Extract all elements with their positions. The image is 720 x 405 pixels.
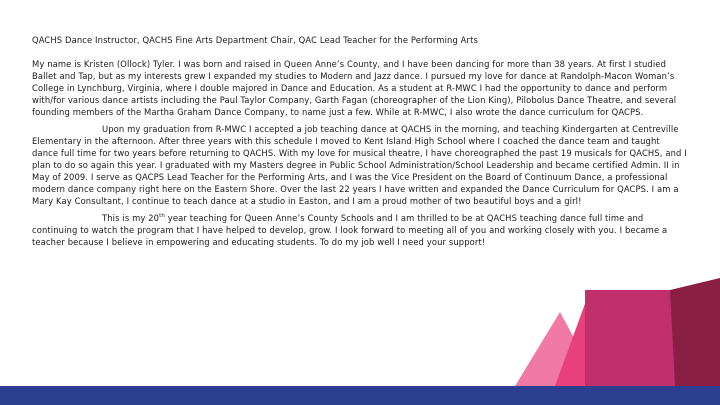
bio-paragraph-1: My name is Kristen (Ollock) Tyler. I was born and raised in Queen Anne’s County, and I have been dancing for more than 38 years. At first I studied Ballet and Tap, but as my interests grew I expanded my studies to Modern and Jazz dance. I pursued my love for dance at Randolph-Macon Woman’s College in Lynchburg, Virginia, where I double majored in Dance and Education. As a student at R-MWC I had the opportunity to dance and perform with/for various dance artists including the Paul Taylor Company, Garth Fagan (choreographer of the Lion King), Pilobolus Dance Theatre, and several founding members of the Martha Graham Dance Company, to name just a few. While at R-MWC, I also wrote the dance curriculum for QACPS. — [32, 59, 677, 117]
para3-start: This is my 20 — [102, 213, 160, 223]
bio-paragraph-2: Upon my graduation from R-MWC I accepted a job teaching dance at QACHS in the morning, and teaching Kindergarten at Centreville Elementary in the afternoon. After three years with this schedule I moved to Kent Island High School where I coached the dance team and taught dance full time for two years before returning to QACHS. With my love for musical theatre, I have choreographed the past 19 musicals for QACHS, and I plan to do so again this year. I graduated with my Masters degree in Public School Administration/School Leadership and became certified Admin. II in May of 2009. I serve as QACPS Lead Teacher for the Performing Arts, and I was the Vice President on the Board of Continuum Dance, a professional modern dance company right here on the Eastern Shore. Over the last 22 years I have written and expanded the Dance Curriculum for QACPS. I am a Mary Kay Consultant, I continue to teach dance at a studio in Easton, and I am a proud mother of two beautiful boys and a girl! — [32, 124, 687, 206]
ordinal-suffix: th — [159, 213, 166, 220]
bio-paragraph-3 — [32, 212, 687, 248]
bottom-bar — [0, 386, 720, 405]
magenta-panel — [585, 290, 685, 386]
dark-panel — [670, 278, 720, 386]
document-heading: QACHS Dance Instructor, QACHS Fine Arts Department Chair, QAC Lead Teacher for the Performing Arts — [32, 35, 478, 45]
para3-rest: year teaching for Queen Anne’s County Schools and I am thrilled to be at QACHS teaching dance full time and continuing to watch the program that I have helped to develop, grow. I look forward to meeting all of you and working closely with you. I became a teacher because I believe in empowering and educating students. To do my job well I need your support! — [32, 213, 668, 247]
bio-text-block — [32, 34, 687, 253]
